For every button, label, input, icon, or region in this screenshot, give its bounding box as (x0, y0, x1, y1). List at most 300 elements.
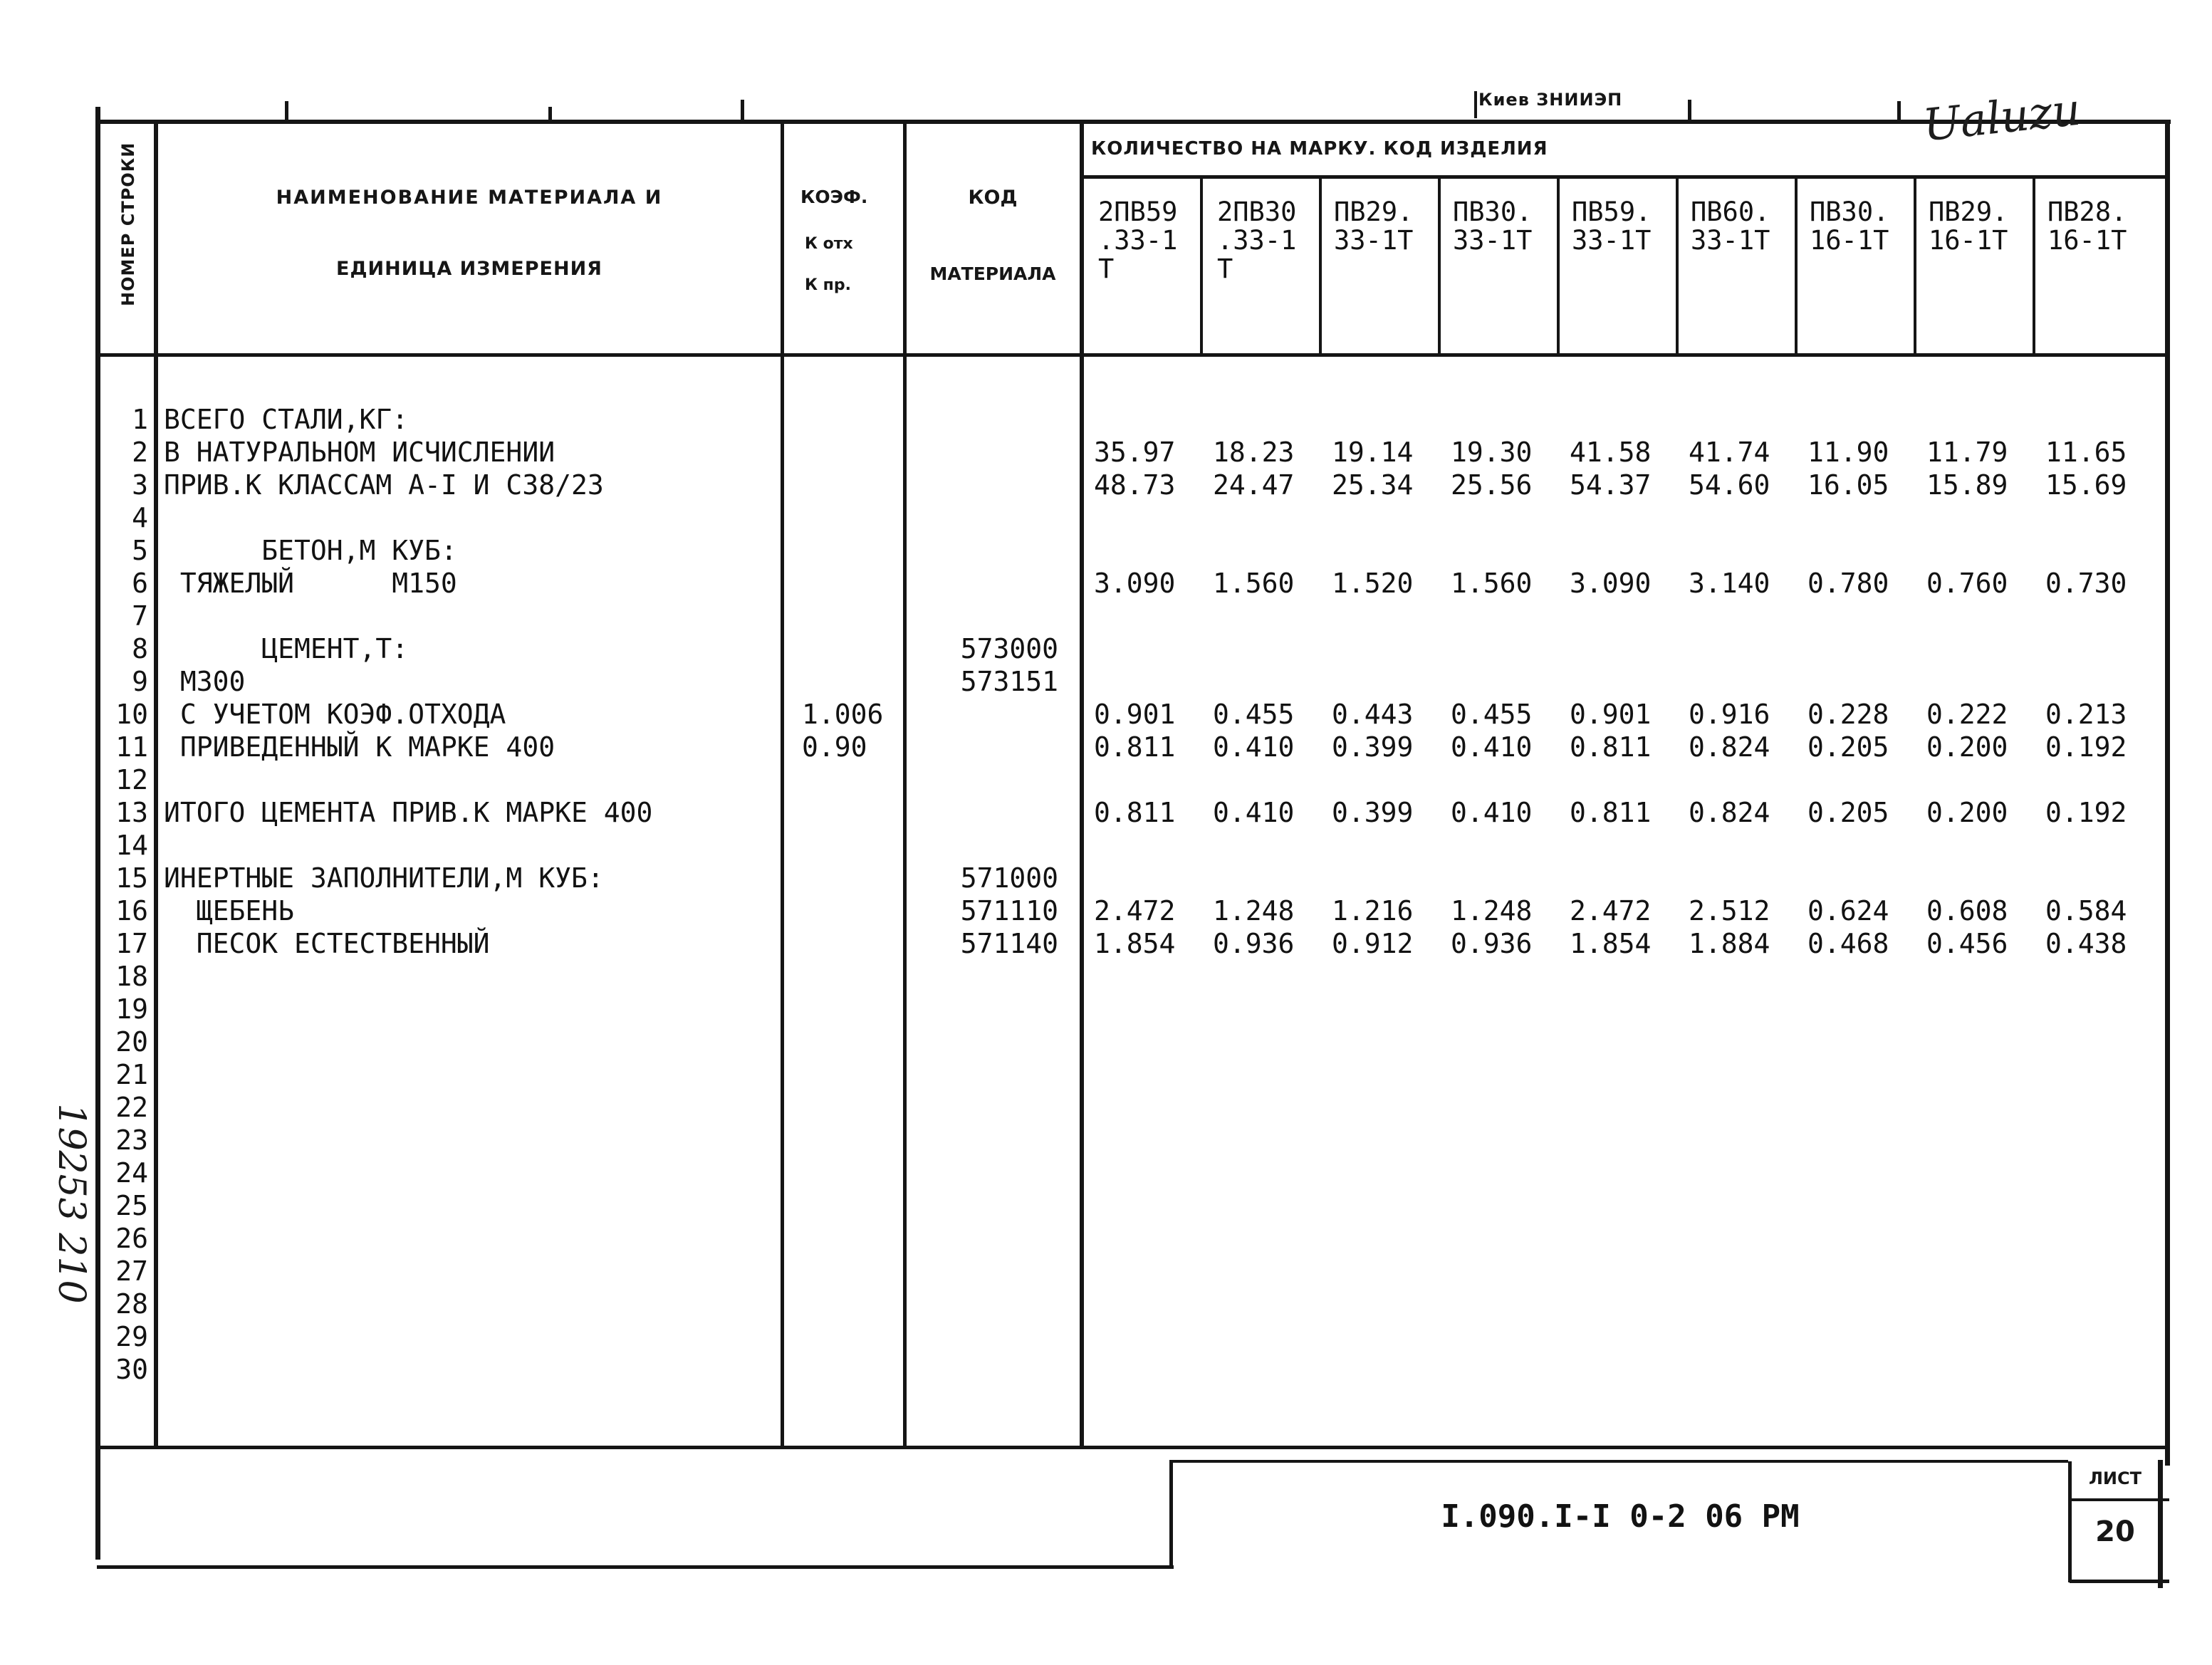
quantity-cell (1213, 993, 1327, 1025)
quantity-cell: 1.248 (1451, 895, 1533, 927)
brand-header-9: ПВ28. 16-1Т (2047, 197, 2127, 256)
quantity-cell (1689, 665, 1803, 698)
quantity-cell (1570, 1222, 1684, 1255)
material-name-cell: С УЧЕТОМ КОЭФ.ОТХОДА (164, 699, 506, 730)
quantity-cell: 0.410 (1451, 797, 1533, 828)
quantity-cell: 0.811 (1570, 731, 1652, 763)
code-header-line1: КОД (968, 187, 1018, 209)
quantity-cell: 1.854 (1094, 928, 1176, 959)
quantity-cell (1926, 632, 2040, 665)
quantity-cell: 0.455 (1451, 699, 1533, 730)
quantity-cell: 15.69 (2045, 469, 2127, 501)
quantity-cell (1689, 1157, 1803, 1189)
quantity-cell (1689, 1222, 1803, 1255)
quantity-cell (1213, 1025, 1327, 1058)
quantity-cell (1332, 534, 1446, 567)
row-number: 3 (132, 469, 148, 501)
quantity-cell: 2.472 (1094, 895, 1176, 927)
sheet-box-left (2068, 1461, 2072, 1582)
quantity-cell (1094, 600, 1208, 632)
coefficient-cell (802, 960, 902, 993)
quantity-column-2 (1213, 403, 1327, 1386)
quantity-cell (1807, 993, 1921, 1025)
quantity-cell (1213, 1124, 1327, 1157)
quantity-cell: 19.14 (1332, 437, 1414, 468)
material-code-cell (909, 960, 1058, 993)
quantity-cell: 0.901 (1570, 699, 1652, 730)
quantity-cell (1332, 763, 1446, 796)
coefficient-cell (802, 632, 902, 665)
material-code-cell (909, 567, 1058, 600)
quantity-cell: 15.89 (1926, 469, 2008, 501)
material-name-cell: ЩЕБЕНЬ (164, 895, 295, 927)
row-number: 30 (115, 1354, 148, 1385)
quantity-cell (1926, 1320, 2040, 1353)
quantity-cell (1451, 993, 1565, 1025)
quantity-cell: 0.584 (2045, 895, 2127, 927)
quantity-cell (1451, 960, 1565, 993)
quantity-cell (1451, 1091, 1565, 1124)
row-number-header: НОМЕР СТРОКИ (118, 142, 138, 306)
quantity-cell: 0.205 (1807, 731, 1889, 763)
quantity-cell (1094, 1255, 1208, 1288)
material-name-cell: ПЕСОК ЕСТЕСТВЕННЫЙ (164, 928, 490, 959)
sheet-box-bottom (2070, 1580, 2169, 1583)
coefficient-cell (802, 1025, 902, 1058)
quantity-column-6 (1689, 403, 1803, 1386)
quantity-cell (1570, 534, 1684, 567)
titleblock-divider (1169, 1460, 1173, 1567)
quantity-cell (1094, 993, 1208, 1025)
row-number: 2 (132, 437, 148, 468)
col-divider-coef (903, 121, 907, 1447)
top-tick (548, 107, 552, 122)
quantity-cell (1213, 1189, 1327, 1222)
quantity-cell (1807, 1353, 1921, 1386)
material-code-cell (909, 1157, 1058, 1189)
quantity-cell (1926, 1255, 2040, 1288)
quantity-cell: 0.192 (2045, 797, 2127, 828)
row-number: 25 (115, 1190, 148, 1221)
row-number: 8 (132, 633, 148, 664)
quantity-cell (1451, 1025, 1565, 1058)
row-number: 24 (115, 1157, 148, 1189)
quantity-cell: 25.34 (1332, 469, 1414, 501)
quantity-column-1 (1094, 403, 1208, 1386)
col-divider-rownum (154, 121, 158, 1447)
row-number: 14 (115, 830, 148, 861)
quantity-cell (2045, 1255, 2159, 1288)
coefficient-cell (802, 796, 902, 829)
quantity-cell: 0.438 (2045, 928, 2127, 959)
quantity-cell: 3.090 (1570, 568, 1652, 599)
quantity-cell (1213, 1255, 1327, 1288)
row-number: 27 (115, 1256, 148, 1287)
quantity-cell (1332, 1320, 1446, 1353)
coefficient-cell (802, 600, 902, 632)
material-name-cell (164, 1058, 776, 1091)
quantity-cell (1213, 1288, 1327, 1320)
coefficient-cell (802, 436, 902, 469)
quantity-cell (1689, 501, 1803, 534)
quantity-cell (1926, 1353, 2040, 1386)
quantity-cell (2045, 960, 2159, 993)
quantity-cell (1094, 1189, 1208, 1222)
quantity-cell: 0.760 (1926, 568, 2008, 599)
coefficient-cell (802, 1320, 902, 1353)
quantity-cell (1094, 1025, 1208, 1058)
quantity-cell (1926, 1222, 2040, 1255)
col-divider-name (781, 121, 784, 1447)
material-code-cell (909, 1091, 1058, 1124)
quantity-cell: 11.79 (1926, 437, 2008, 468)
top-tick (1688, 100, 1691, 121)
quantity-cell: 1.248 (1213, 895, 1295, 927)
row-number: 21 (115, 1059, 148, 1090)
brand-header-6: ПВ60. 33-1Т (1691, 197, 1770, 256)
material-code-cell (909, 1353, 1058, 1386)
brand-divider-6 (1795, 177, 1798, 355)
material-name-cell: БЕТОН,М КУБ: (164, 535, 457, 566)
coefficient-cell (802, 894, 902, 927)
brand-header-4: ПВ30. 33-1Т (1453, 197, 1533, 256)
quantity-cell (1451, 1222, 1565, 1255)
quantity-cell: 48.73 (1094, 469, 1176, 501)
material-name-cell (164, 1288, 776, 1320)
material-code-cell (909, 1025, 1058, 1058)
quantity-cell (1332, 1255, 1446, 1288)
quantity-cell (1213, 1058, 1327, 1091)
quantity-cell (1570, 600, 1684, 632)
quantity-cell (1213, 1157, 1327, 1189)
coefficient-cell (802, 1288, 902, 1320)
row-number: 11 (115, 731, 148, 763)
quantity-cell (1213, 632, 1327, 665)
quantity-cell: 0.780 (1807, 568, 1889, 599)
material-name-cell (164, 763, 776, 796)
quantity-cell (1451, 403, 1565, 436)
row-number: 22 (115, 1092, 148, 1123)
coefficient-cell (802, 403, 902, 436)
quantity-cell (1451, 1353, 1565, 1386)
quantity-cell (1926, 1288, 2040, 1320)
quantity-cell (2045, 1124, 2159, 1157)
material-code-cell (909, 534, 1058, 567)
quantity-cell: 0.936 (1451, 928, 1533, 959)
brand-header-2: 2ПВ30 .33-1 Т (1217, 197, 1297, 284)
quantity-cell: 0.399 (1332, 797, 1414, 828)
quantity-cell (1332, 829, 1446, 862)
quantity-cell (1570, 829, 1684, 862)
coefficient-cell (802, 1353, 902, 1386)
quantity-cell (1807, 1288, 1921, 1320)
coefficient-cell: 0.90 (802, 731, 867, 763)
material-name-cell (164, 829, 776, 862)
quantity-cell (1213, 960, 1327, 993)
material-name-cell (164, 1255, 776, 1288)
top-stamp-bracket (1474, 91, 1477, 118)
quantity-cell (1094, 1091, 1208, 1124)
material-name-header-line1: НАИМЕНОВАНИЕ МАТЕРИАЛА И (276, 187, 663, 209)
brand-header-3: ПВ29. 33-1Т (1334, 197, 1414, 256)
material-name-cell: ПРИВЕДЕННЫЙ К МАРКЕ 400 (164, 731, 555, 763)
quantity-cell (1094, 1222, 1208, 1255)
quantity-cell (1807, 1124, 1921, 1157)
quantity-cell (1213, 403, 1327, 436)
brand-divider-3 (1438, 177, 1441, 355)
material-code-cell (909, 1058, 1058, 1091)
quantity-cell (1094, 534, 1208, 567)
quantity-cell (2045, 534, 2159, 567)
quantity-cell (1807, 632, 1921, 665)
quantity-cell: 0.811 (1094, 797, 1176, 828)
row-number: 20 (115, 1026, 148, 1058)
quantity-cell (1332, 600, 1446, 632)
sheet-label: ЛИСТ (2088, 1468, 2141, 1488)
material-name-cell (164, 1025, 776, 1058)
material-name-cell: ЦЕМЕНТ,Т: (164, 633, 409, 664)
quantity-cell (2045, 829, 2159, 862)
quantity-column-9 (2045, 403, 2159, 1386)
coefficient-cell (802, 665, 902, 698)
quantity-cell (1689, 993, 1803, 1025)
quantity-cell (1689, 960, 1803, 993)
quantity-cell: 0.824 (1689, 797, 1770, 828)
brand-header-1: 2ПВ59 .33-1 Т (1098, 197, 1178, 284)
material-name-cell: В НАТУРАЛЬНОМ ИСЧИСЛЕНИИ (164, 437, 555, 468)
quantity-cell: 41.74 (1689, 437, 1770, 468)
quantity-cell (1570, 763, 1684, 796)
quantity-cell (1570, 1157, 1684, 1189)
material-code-cell: 571000 (960, 862, 1058, 894)
quantity-cell: 1.884 (1689, 928, 1770, 959)
quantity-cell (1332, 665, 1446, 698)
material-code-cell: 573000 (960, 633, 1058, 664)
quantity-cell (1570, 665, 1684, 698)
quantity-cell (1094, 632, 1208, 665)
quantity-cell: 11.90 (1807, 437, 1889, 468)
quantity-cell (1570, 1189, 1684, 1222)
row-number: 28 (115, 1288, 148, 1320)
material-code-cell (909, 829, 1058, 862)
quantity-cell: 1.854 (1570, 928, 1652, 959)
quantity-cell (1094, 1124, 1208, 1157)
quantity-cell: 0.455 (1213, 699, 1295, 730)
quantity-cell (1689, 1058, 1803, 1091)
quantity-cell (1451, 1189, 1565, 1222)
quantity-cell (1807, 1255, 1921, 1288)
quantity-cell (1926, 1124, 2040, 1157)
quantity-cell: 2.472 (1570, 895, 1652, 927)
quantity-cell (1926, 1025, 2040, 1058)
quantity-cell: 41.58 (1570, 437, 1652, 468)
quantity-cell (1689, 1091, 1803, 1124)
coef-header-line1: КОЭФ. (800, 187, 868, 207)
quantity-cell (2045, 1353, 2159, 1386)
coefficient-cell: 1.006 (802, 699, 884, 730)
quantity-cell (1094, 763, 1208, 796)
quantity-cell: 0.811 (1094, 731, 1176, 763)
quantity-cell (1570, 403, 1684, 436)
material-name-cell (164, 1157, 776, 1189)
quantity-cell (1570, 993, 1684, 1025)
quantity-cell: 35.97 (1094, 437, 1176, 468)
quantity-cell: 54.60 (1689, 469, 1770, 501)
row-number: 4 (132, 502, 148, 533)
quantity-cell (1570, 632, 1684, 665)
row-number: 1 (132, 404, 148, 435)
quantity-cell (1094, 1288, 1208, 1320)
quantity-cell: 0.730 (2045, 568, 2127, 599)
quantity-cell (1570, 1124, 1684, 1157)
quantity-cell: 0.200 (1926, 731, 2008, 763)
quantity-cell (1689, 403, 1803, 436)
quantity-cell (2045, 1320, 2159, 1353)
quantity-cell (1094, 501, 1208, 534)
quantity-cell (1332, 960, 1446, 993)
quantity-cell (1451, 1255, 1565, 1288)
quantity-cell (2045, 993, 2159, 1025)
quantity-cell: 0.205 (1807, 797, 1889, 828)
quantity-cell (2045, 501, 2159, 534)
quantity-cell: 0.192 (2045, 731, 2127, 763)
brand-header-5: ПВ59. 33-1Т (1572, 197, 1652, 256)
quantity-cell (1332, 1353, 1446, 1386)
quantity-cell (2045, 403, 2159, 436)
coefficient-cell (802, 1189, 902, 1222)
top-stamp: Киев ЗНИИЭП (1478, 90, 1623, 110)
coefficient-cell (802, 534, 902, 567)
quantity-cell: 16.05 (1807, 469, 1889, 501)
material-code-cell (909, 1255, 1058, 1288)
material-code-cell (909, 1124, 1058, 1157)
row-number: 7 (132, 600, 148, 632)
quantity-cell (2045, 1189, 2159, 1222)
top-tick (741, 100, 744, 122)
quantity-cell (1213, 829, 1327, 862)
quantity-cell (1094, 960, 1208, 993)
quantity-cell: 0.213 (2045, 699, 2127, 730)
quantity-cell (1451, 665, 1565, 698)
coefficient-cell (802, 1091, 902, 1124)
quantity-cell (1570, 1353, 1684, 1386)
quantity-cell (2045, 1025, 2159, 1058)
quantity-cell (1689, 600, 1803, 632)
material-name-cell: ИНЕРТНЫЕ ЗАПОЛНИТЕЛИ,М КУБ: (164, 862, 604, 894)
quantity-cell (1807, 1320, 1921, 1353)
quantity-cell (1332, 632, 1446, 665)
material-name-cell (164, 1320, 776, 1353)
coefficient-cell (802, 1124, 902, 1157)
material-code-cell (909, 600, 1058, 632)
coefficient-cell (802, 1222, 902, 1255)
margin-note: 19253 210 (50, 1103, 93, 1304)
quantity-cell (1451, 1320, 1565, 1353)
row-number: 9 (132, 666, 148, 697)
quantity-cell (1332, 1288, 1446, 1320)
material-name-cell (164, 993, 776, 1025)
quantity-cell: 0.456 (1926, 928, 2008, 959)
coefficient-cell (802, 1255, 902, 1288)
quantity-cell (1807, 829, 1921, 862)
quantity-cell (1332, 501, 1446, 534)
quantity-cell: 1.216 (1332, 895, 1414, 927)
quantity-cell (1926, 993, 2040, 1025)
material-name-cell (164, 1222, 776, 1255)
quantity-cell (1689, 534, 1803, 567)
quantity-cell: 0.410 (1213, 731, 1295, 763)
quantity-cell (1451, 763, 1565, 796)
sheet-box-right (2158, 1460, 2163, 1588)
quantity-cell (2045, 1222, 2159, 1255)
quantity-cell (1570, 501, 1684, 534)
brand-divider-4 (1557, 177, 1560, 355)
coefficient-cell (802, 862, 902, 894)
coefficient-cell (802, 927, 902, 960)
quantity-cell (1094, 403, 1208, 436)
quantity-cell (1570, 960, 1684, 993)
material-name-cell: М300 (164, 666, 246, 697)
material-code-cell (909, 1189, 1058, 1222)
quantity-cell (1926, 862, 2040, 894)
col-divider-code (1080, 121, 1084, 1447)
quantity-cell (1807, 1189, 1921, 1222)
quantity-cell (1094, 1157, 1208, 1189)
quantity-cell (1807, 1091, 1921, 1124)
row-number: 12 (115, 764, 148, 795)
coefficient-cell (802, 829, 902, 862)
quantity-cell (2045, 1058, 2159, 1091)
material-code-cell (909, 403, 1058, 436)
quantity-cell (1213, 763, 1327, 796)
quantity-cell (1213, 600, 1327, 632)
quantity-cell (2045, 665, 2159, 698)
quantity-cell (1451, 829, 1565, 862)
quantity-cell: 0.228 (1807, 699, 1889, 730)
quantity-cell: 11.65 (2045, 437, 2127, 468)
quantity-cell (1807, 1222, 1921, 1255)
material-code-cell (909, 501, 1058, 534)
row-number: 26 (115, 1223, 148, 1254)
quantity-cell (1926, 1157, 2040, 1189)
quantity-cell (1094, 665, 1208, 698)
material-code-cell (909, 1222, 1058, 1255)
quantity-cell (1213, 1353, 1327, 1386)
quantity-cell (2045, 1288, 2159, 1320)
quantity-cell (1689, 1124, 1803, 1157)
material-name-cell: ИТОГО ЦЕМЕНТА ПРИВ.К МАРКЕ 400 (164, 797, 653, 828)
quantity-cell (1807, 763, 1921, 796)
coefficient-cell (802, 469, 902, 501)
quantity-cell (1570, 1025, 1684, 1058)
sheet-number: 20 (2095, 1515, 2135, 1548)
material-code-cell (909, 763, 1058, 796)
quantity-cell (1807, 1157, 1921, 1189)
material-code-column (909, 403, 1058, 1386)
quantity-cell (1926, 600, 2040, 632)
quantity-cell (1807, 1058, 1921, 1091)
quantity-cell (1926, 665, 2040, 698)
material-code-cell (909, 469, 1058, 501)
quantity-cell (2045, 763, 2159, 796)
quantity-cell (1451, 600, 1565, 632)
quantity-cell (1689, 862, 1803, 894)
quantity-cell (1807, 600, 1921, 632)
quantity-cell (1926, 403, 2040, 436)
quantity-cell (1213, 534, 1327, 567)
quantity-cell: 1.520 (1332, 568, 1414, 599)
quantity-cell (1807, 665, 1921, 698)
